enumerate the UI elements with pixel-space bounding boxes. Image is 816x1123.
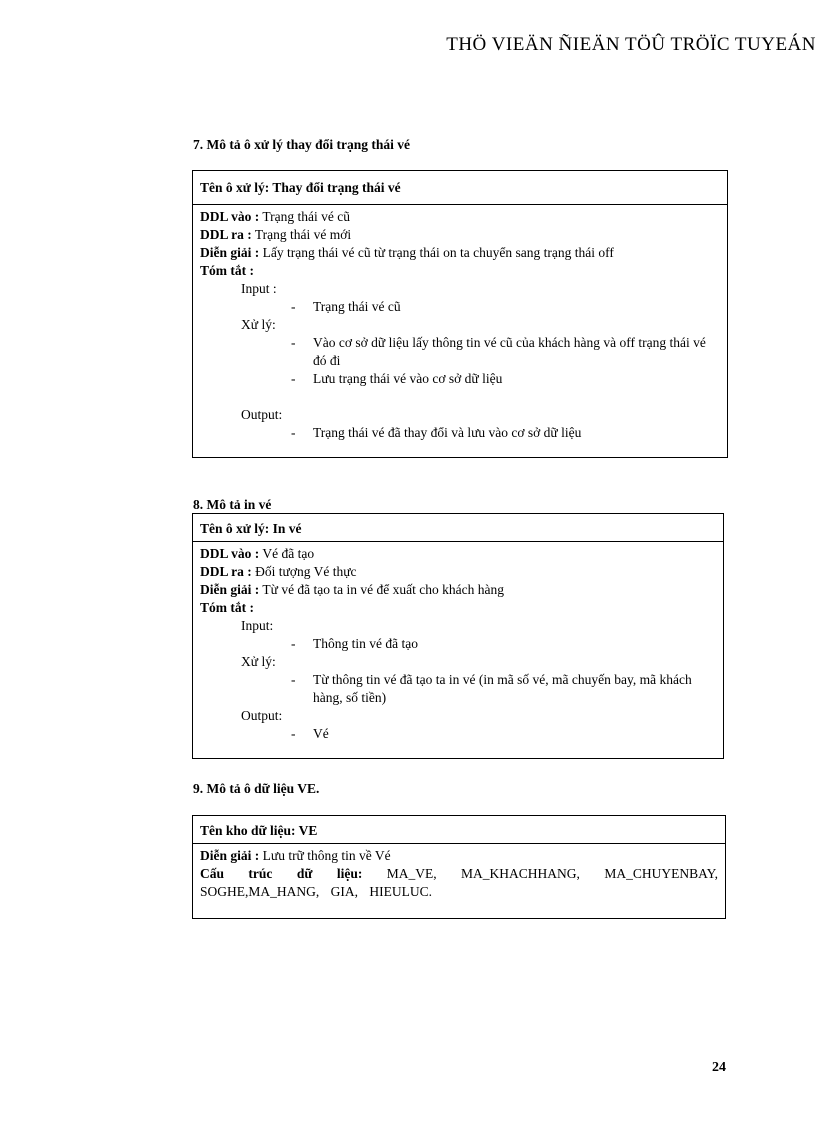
dash-bullet: - xyxy=(291,371,296,386)
section-7-box xyxy=(192,170,728,458)
list-item xyxy=(200,334,708,370)
ddl-vao-label: DDL vào : xyxy=(200,546,260,561)
section-7-box-title: Tên ô xử lý: Thay đổi trạng thái vé xyxy=(193,171,727,205)
xuly-item-text: Lưu trạng thái vé vào cơ sở dữ liệu xyxy=(313,371,503,386)
dien-giai-row xyxy=(200,581,716,599)
section-9-heading: 9. Mô tả ô dữ liệu VE. xyxy=(193,781,320,796)
input-item-text: Thông tin vé đã tạo xyxy=(313,636,418,651)
dien-giai-row xyxy=(200,847,718,865)
list-item xyxy=(200,298,720,316)
ddl-ra-row xyxy=(200,226,720,244)
dien-giai-label: Diễn giải : xyxy=(200,848,260,863)
output-label: Output: xyxy=(241,407,283,422)
cau-truc-label: Cấu trúc dữ liệu: xyxy=(200,866,363,881)
dash-bullet: - xyxy=(291,726,296,741)
section-8-box-body xyxy=(193,542,723,743)
output-label: Output: xyxy=(241,708,283,723)
section-7-box-body xyxy=(193,205,727,442)
dash-bullet: - xyxy=(291,335,296,350)
section-7-heading: 7. Mô tả ô xử lý thay đổi trạng thái vé xyxy=(193,137,410,152)
xuly-label: Xử lý: xyxy=(241,654,276,669)
dash-bullet: - xyxy=(291,425,296,440)
list-item xyxy=(200,370,720,388)
ddl-ra-row xyxy=(200,563,716,581)
ddl-ra-value: Trạng thái vé mới xyxy=(251,227,352,242)
ddl-ra-label: DDL ra : xyxy=(200,564,252,579)
ddl-ra-label: DDL ra : xyxy=(200,227,252,242)
list-item xyxy=(200,725,716,743)
list-item xyxy=(200,671,708,707)
input-label: Input: xyxy=(241,618,274,633)
section-9-box-body xyxy=(193,844,725,901)
section-8-heading: 8. Mô tả in vé xyxy=(193,497,272,512)
ddl-ra-value: Đối tượng Vé thực xyxy=(251,564,357,579)
cau-truc-value: MA_VE, MA_KHACHHANG, MA_CHUYENBAY, SOGHE,MA_HANG, GIA, HIEULUC. xyxy=(200,866,718,899)
page-number: 24 xyxy=(712,1060,726,1075)
dash-bullet: - xyxy=(291,299,296,314)
output-item-text: Trạng thái vé đã thay đổi và lưu vào cơ sở dữ liệu xyxy=(313,425,582,440)
dien-giai-label: Diễn giải : xyxy=(200,245,260,260)
xuly-item-text: Vào cơ sở dữ liệu lấy thông tin vé cũ của khách hàng và off trạng thái vé đó đi xyxy=(313,335,706,368)
ddl-vao-row xyxy=(200,208,720,226)
ddl-vao-value: Trạng thái vé cũ xyxy=(259,209,351,224)
dien-giai-value: Từ vé đã tạo ta in vé để xuất cho khách hàng xyxy=(259,582,504,597)
section-9-box-title: Tên kho dữ liệu: VE xyxy=(193,816,725,844)
list-item xyxy=(200,635,716,653)
dien-giai-value: Lưu trữ thông tin về Vé xyxy=(259,848,391,863)
xuly-label: Xử lý: xyxy=(241,317,276,332)
list-item xyxy=(200,424,720,442)
dien-giai-value: Lấy trạng thái vé cũ từ trạng thái on ta chuyển sang trạng thái off xyxy=(259,245,614,260)
dash-bullet: - xyxy=(291,636,296,651)
section-8-box-title: Tên ô xử lý: In vé xyxy=(193,514,723,542)
input-item-text: Trạng thái vé cũ xyxy=(313,299,401,314)
tom-tat-label: Tóm tắt : xyxy=(200,600,254,615)
dien-giai-row xyxy=(200,244,720,262)
tom-tat-label: Tóm tắt : xyxy=(200,263,254,278)
dien-giai-label: Diễn giải : xyxy=(200,582,260,597)
xuly-item-text: Từ thông tin vé đã tạo ta in vé (in mã số vé, mã chuyến bay, mã khách hàng, số tiền) xyxy=(313,672,692,705)
running-header: THÖ VIEÄN ÑIEÄN TÖÛ TRÖÏC TUYEÁN xyxy=(446,34,816,55)
ddl-vao-row xyxy=(200,545,716,563)
cau-truc-row xyxy=(200,865,718,901)
output-item-text: Vé xyxy=(313,726,329,741)
input-label: Input : xyxy=(241,281,277,296)
ddl-vao-value: Vé đã tạo xyxy=(259,546,315,561)
section-8-box xyxy=(192,513,724,759)
ddl-vao-label: DDL vào : xyxy=(200,209,260,224)
section-9-box xyxy=(192,815,726,919)
dash-bullet: - xyxy=(291,672,296,687)
